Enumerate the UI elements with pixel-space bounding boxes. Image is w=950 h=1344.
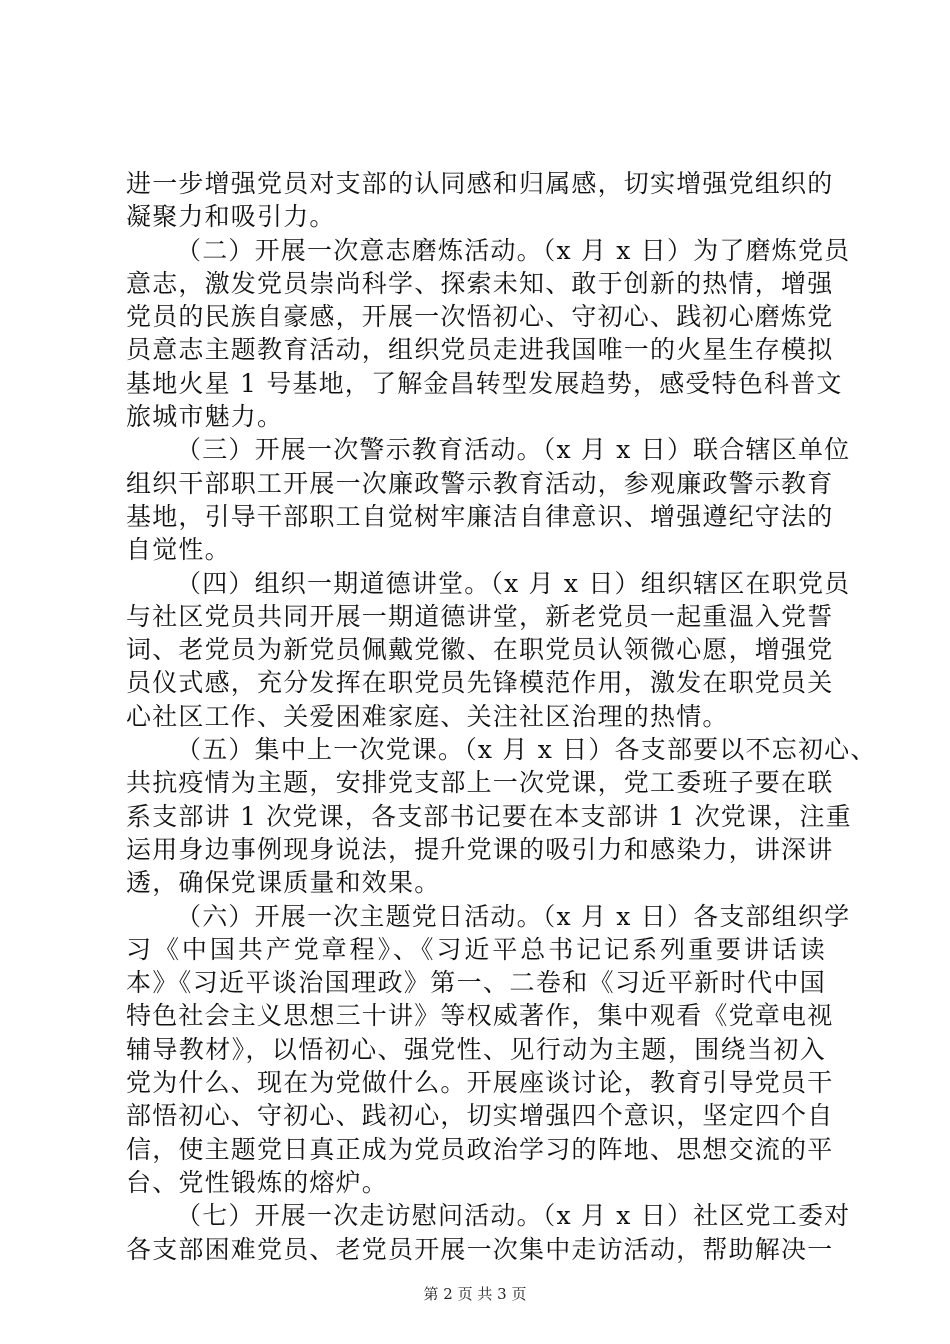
body-line: 共抗疫情为主题，安排党支部上一次党课，党工委班子要在联 — [126, 768, 834, 798]
page-number-footer: 第 2 页 共 3 页 — [423, 1285, 527, 1303]
document-body — [126, 167, 877, 1266]
body-line: 心社区工作、关爱困难家庭、关注社区治理的热情。 — [126, 701, 729, 731]
body-line: 旅城市魅力。 — [126, 402, 284, 432]
body-line: 员意志主题教育活动，组织党员走进我国唯一的火星生存模拟 — [126, 335, 834, 365]
body-line: 意志，激发党员崇尚科学、探索未知、敢于创新的热情，增强 — [126, 268, 834, 298]
section-heading-line: （四）组织一期道德讲堂。（x 月 x 日）组织辖区在职党员 — [176, 568, 851, 598]
body-line: 透，确保党课质量和效果。 — [126, 868, 441, 898]
body-line: 与社区党员共同开展一期道德讲堂，新老党员一起重温入党誓 — [126, 601, 834, 631]
section-heading-line: （五）集中上一次党课。（x 月 x 日）各支部要以不忘初心、 — [176, 735, 877, 765]
body-line: 凝聚力和吸引力。 — [126, 202, 336, 232]
body-line: 词、老党员为新党员佩戴党徽、在职党员认领微心愿，增强党 — [126, 635, 834, 665]
body-line: 部悟初心、守初心、践初心，切实增强四个意识，坚定四个自 — [126, 1101, 834, 1131]
body-line: 各支部困难党员、老党员开展一次集中走访活动，帮助解决一 — [126, 1234, 834, 1264]
body-line: 基地，引导干部职工自觉树牢廉洁自律意识、增强遵纪守法的 — [126, 501, 834, 531]
body-line: 习《中国共产党章程》、《习近平总书记记系列重要讲话读 — [126, 934, 826, 964]
body-line: 组织干部职工开展一次廉政警示教育活动，参观廉政警示教育 — [126, 468, 834, 498]
body-line: 系支部讲 1 次党课，各支部书记要在本支部讲 1 次党课，注重 — [126, 801, 852, 831]
section-heading-line: （七）开展一次走访慰问活动。（x 月 x 日）社区党工委对 — [176, 1201, 851, 1231]
section-heading-line: （三）开展一次警示教育活动。（x 月 x 日）联合辖区单位 — [176, 435, 851, 465]
body-line: 员仪式感，充分发挥在职党员先锋模范作用，激发在职党员关 — [126, 668, 834, 698]
body-line: 信，使主题党日真正成为党员政治学习的阵地、思想交流的平 — [126, 1134, 834, 1164]
section-heading-line: （二）开展一次意志磨炼活动。（x 月 x 日）为了磨炼党员 — [176, 235, 851, 265]
body-line: 台、党性锻炼的熔炉。 — [126, 1167, 389, 1197]
body-line: 党为什么、现在为党做什么。开展座谈讨论，教育引导党员干 — [126, 1068, 834, 1098]
body-line: 进一步增强党员对支部的认同感和归属感，切实增强党组织的 — [126, 169, 834, 198]
body-line: 党员的民族自豪感，开展一次悟初心、守初心、践初心磨炼党 — [126, 302, 834, 332]
body-line: 特色社会主义思想三十讲》等权威著作，集中观看《党章电视 — [126, 1001, 834, 1031]
body-line: 基地火星 1 号基地，了解金昌转型发展趋势，感受特色科普文 — [126, 368, 843, 398]
body-line: 自觉性。 — [126, 535, 231, 565]
body-line: 本》《习近平谈治国理政》第一、二卷和《习近平新时代中国 — [126, 968, 826, 998]
body-line: 运用身边事例现身说法，提升党课的吸引力和感染力，讲深讲 — [126, 834, 834, 864]
body-line: 辅导教材》，以悟初心、强党性、见行动为主题，围绕当初入 — [126, 1034, 826, 1064]
section-heading-line: （六）开展一次主题党日活动。（x 月 x 日）各支部组织学 — [176, 901, 851, 931]
